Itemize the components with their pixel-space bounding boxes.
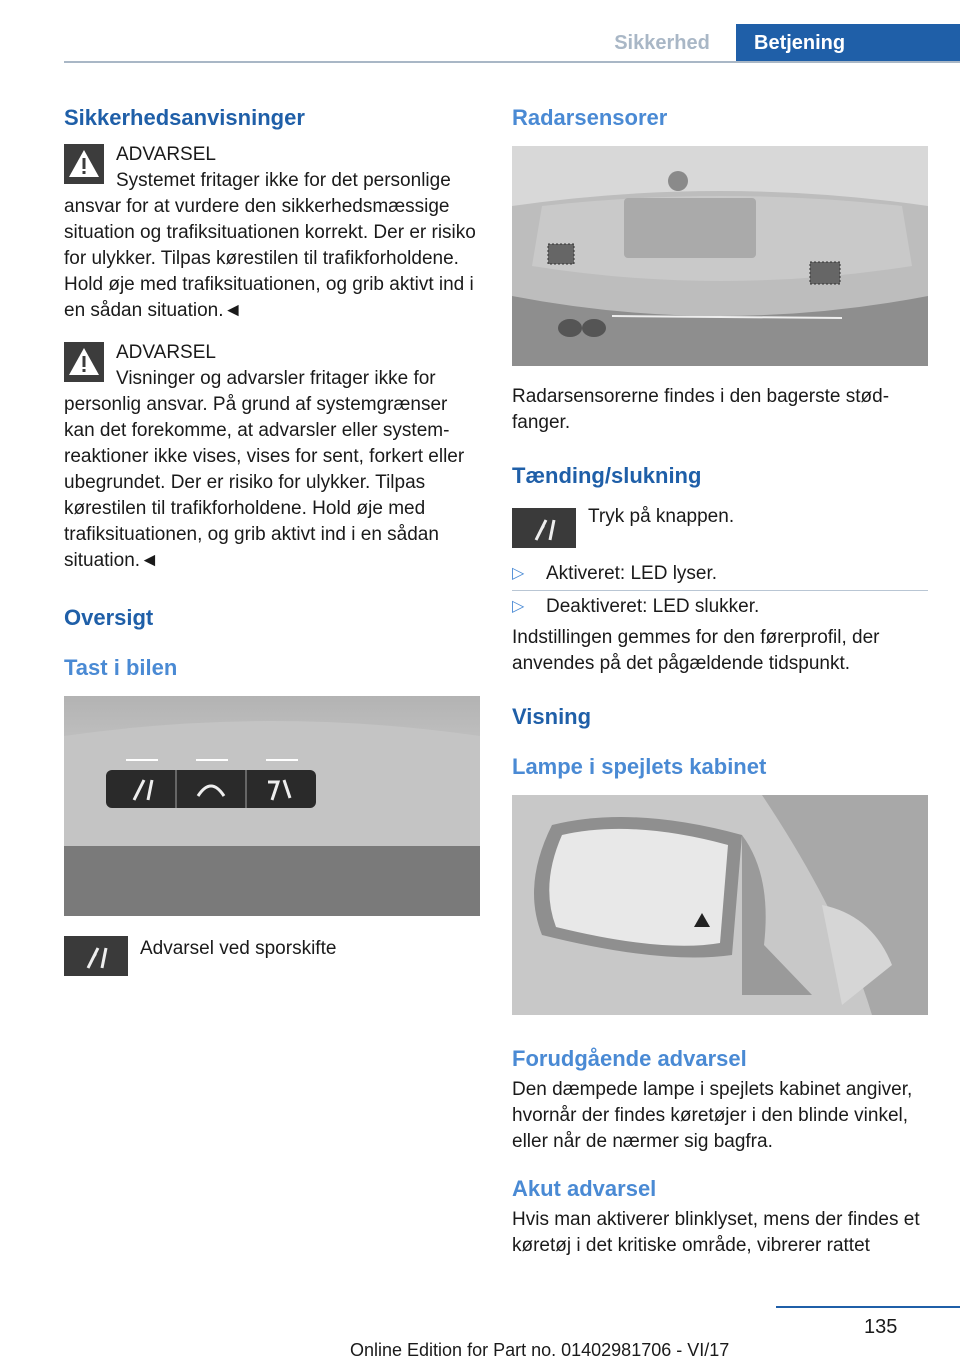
icon-caption-row: [64, 936, 480, 980]
subheading-acute-warning: Akut advarsel: [512, 1176, 657, 1201]
subheading-mirror-lamp: Lampe i spejlets kabinet: [512, 754, 767, 779]
subheading-radar: Radarsensorer: [512, 105, 668, 130]
subheading-pre-warning: Forudgående advarsel: [512, 1046, 747, 1071]
warning-text: Visninger og advarsler fritager ikke for personlig ansvar. På grund af systemgrænser kan det forekomme, at advarsler eller systemreaktioner ikke vises, vises for sent, forkert eller ubegrundet. Der er risiko for ulykker. Tilpas kørestilen til trafikforholdene. Hold øje med trafiksituationen, og grib aktivt ind i en sådan situation.◄: [64, 368, 465, 571]
warning-triangle-icon: [64, 144, 104, 184]
warning-block-2: [64, 340, 480, 574]
warning-block-1: [64, 142, 480, 324]
warning-text: Systemet fritager ikke for det personlige ansvar for at vurdere den sikkerhedsmæssige situation og trafiksituationen korrekt. Der er risiko for ulykker. Tilpas kørestilen til trafikforholdene. Hold øje med trafiksituationen, og grib aktivt ind i en sådan situation.◄: [64, 170, 476, 321]
section-heading-display: Visning: [512, 704, 592, 729]
edition-footer: Online Edition for Part no. 01402981706 - VI/17: [350, 1340, 730, 1360]
right-column: [512, 100, 928, 1259]
side-mirror-photo: [512, 795, 928, 1015]
list-item: ▷ Aktiveret: LED lyser.: [512, 558, 928, 591]
tab-betjening[interactable]: Betjening: [736, 24, 960, 62]
tab-sikkerhed[interactable]: Sikkerhed: [614, 32, 710, 54]
rear-bumper-photo: [512, 146, 928, 366]
list-item: ▷ Deaktiveret: LED slukker.: [512, 591, 928, 623]
triangle-bullet-icon: ▷: [512, 565, 525, 582]
warning-title: ADVARSEL: [116, 342, 216, 363]
icon-caption: Advarsel ved sporskifte: [140, 938, 337, 959]
lane-change-button-icon[interactable]: [512, 508, 576, 548]
section-heading-overview: Oversigt: [64, 605, 154, 630]
status-list: [512, 558, 928, 623]
acute-warning-text: Hvis man aktiverer blinklyset, mens der findes et køretøj i det kritiske område, vibrerer rattet: [512, 1209, 920, 1256]
section-heading-safety: Sikkerhedsanvisninger: [64, 105, 305, 130]
page-number: 135: [864, 1316, 898, 1338]
lane-change-warning-icon: [64, 936, 128, 976]
subheading-button-in-car: Tast i bilen: [64, 655, 178, 680]
triangle-bullet-icon: ▷: [512, 598, 525, 615]
left-column: [64, 100, 480, 980]
radar-description: Radarsensorerne findes i den bagerste stødfanger.: [512, 386, 890, 433]
header-rule: [64, 61, 960, 63]
button-panel-photo: [64, 696, 480, 916]
warning-triangle-icon: [64, 342, 104, 382]
subheading-on-off: Tænding/slukning: [512, 463, 702, 488]
settings-text: Indstillingen gemmes for den førerprofil, der anvendes på det pågældende tidspunkt.: [512, 627, 880, 674]
pre-warning-text: Den dæmpede lampe i spejlets kabinet angiver, hvornår der findes køretøjer i den blinde vinkel, eller når de nærmer sig bagfra.: [512, 1079, 913, 1152]
footer-rule: [776, 1306, 960, 1308]
header-tabs: [588, 24, 960, 62]
press-button-row: [512, 504, 928, 548]
warning-title: ADVARSEL: [116, 144, 216, 165]
press-button-text: Tryk på knappen.: [588, 506, 735, 527]
